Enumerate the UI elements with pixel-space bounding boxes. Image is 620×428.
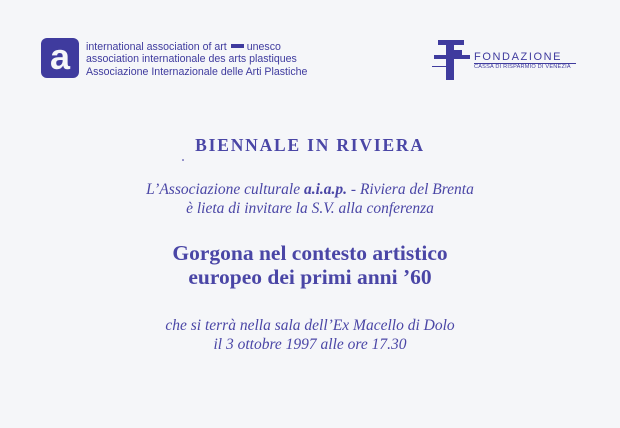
aiap-line-french: association internationale des arts plastiques — [86, 53, 297, 66]
invitation-prefix: L’Associazione culturale — [146, 181, 304, 198]
aiap-line-italian: Associazione Internazionale delle Arti Plastiche — [86, 65, 308, 78]
aiap-logo-icon — [41, 38, 79, 78]
conference-title — [0, 241, 620, 289]
venue-line: che si terrà nella sala dell’Ex Macello di Dolo — [165, 317, 455, 334]
conference-title-line-1: Gorgona nel contesto artistico — [172, 241, 448, 265]
separator-dash — [231, 44, 244, 48]
fondazione-logo-icon — [432, 38, 472, 82]
venue-details — [0, 316, 620, 354]
aiap-line-english — [86, 41, 307, 53]
conference-title-line-2: europeo dei primi anni ’60 — [188, 265, 432, 289]
date-time-line: il 3 ottobre 1997 alle ore 17.30 — [213, 336, 407, 353]
association-acronym: a.i.a.p. — [303, 181, 348, 198]
fondazione-subtitle: CASSA DI RISPARMIO DI VENEZIA — [474, 64, 571, 70]
fondazione-name: FONDAZIONE — [474, 51, 563, 63]
invitation-line-2: è lieta di invitare la S.V. alla conferenza — [186, 200, 434, 217]
aiap-name-block — [86, 41, 307, 78]
invitation-suffix: - Riviera del Brenta — [347, 181, 474, 198]
aiap-english-name: international association of art — [86, 41, 227, 53]
unesco-label: unesco — [246, 41, 281, 53]
aiap-logo-letter: a — [49, 38, 71, 77]
invitation-line-1 — [0, 180, 620, 199]
invitation-text — [0, 180, 620, 218]
speck — [182, 159, 184, 161]
event-title: BIENNALE IN RIVIERA — [195, 135, 425, 155]
